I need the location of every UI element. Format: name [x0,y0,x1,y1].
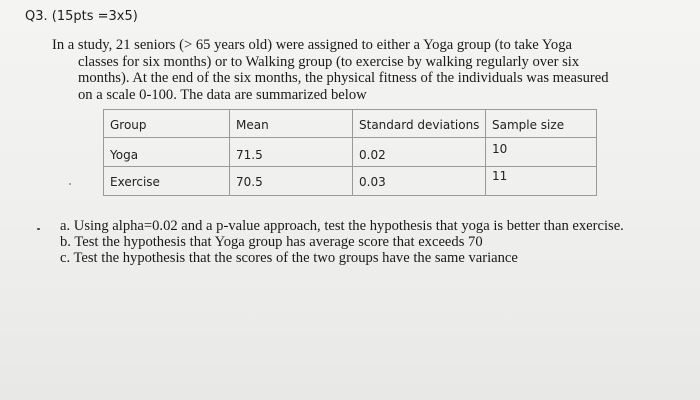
stray-mark [37,228,40,230]
header-cell-sample-size: Sample size [486,110,597,138]
cell-mean: 70.5 [230,167,353,196]
header-cell-mean: Mean [230,110,353,138]
cell-sample-size: 10 [486,138,597,167]
intro-line: months). At the end of the six months, the physical fitness of the individuals was measured [78,70,609,87]
stray-mark [69,183,71,185]
cell-std: 0.03 [353,167,486,196]
question-parts-list [60,218,624,266]
cell-group: Exercise [104,167,230,196]
table-row [104,167,597,196]
cell-group: Yoga [104,138,230,167]
intro-line: classes for six months) or to Walking group (to exercise by walking regularly over six [78,53,580,70]
intro-line: on a scale 0-100. The data are summarized below [78,86,367,103]
header-cell-std: Standard deviations [353,110,486,138]
question-part-b: b. Test the hypothesis that Yoga group has average score that exceeds 70 [60,234,483,250]
question-header: Q3. (15pts =3x5) [25,9,138,24]
question-part-a: a. Using alpha=0.02 and a p-value approach, test the hypothesis that yoga is better than exercise. [60,218,624,234]
summary-table [103,109,597,196]
header-cell-group: Group [104,110,230,138]
table-row [104,138,597,167]
cell-mean: 71.5 [230,138,353,167]
table-header-row [104,110,597,138]
intro-line: In a study, 21 seniors (> 65 years old) were assigned to either a Yoga group (to take Yoga [52,37,572,53]
question-part-c: c. Test the hypothesis that the scores of the two groups have the same variance [60,250,518,266]
cell-std: 0.02 [353,138,486,167]
cell-sample-size: 11 [486,167,597,196]
intro-paragraph [52,37,632,103]
